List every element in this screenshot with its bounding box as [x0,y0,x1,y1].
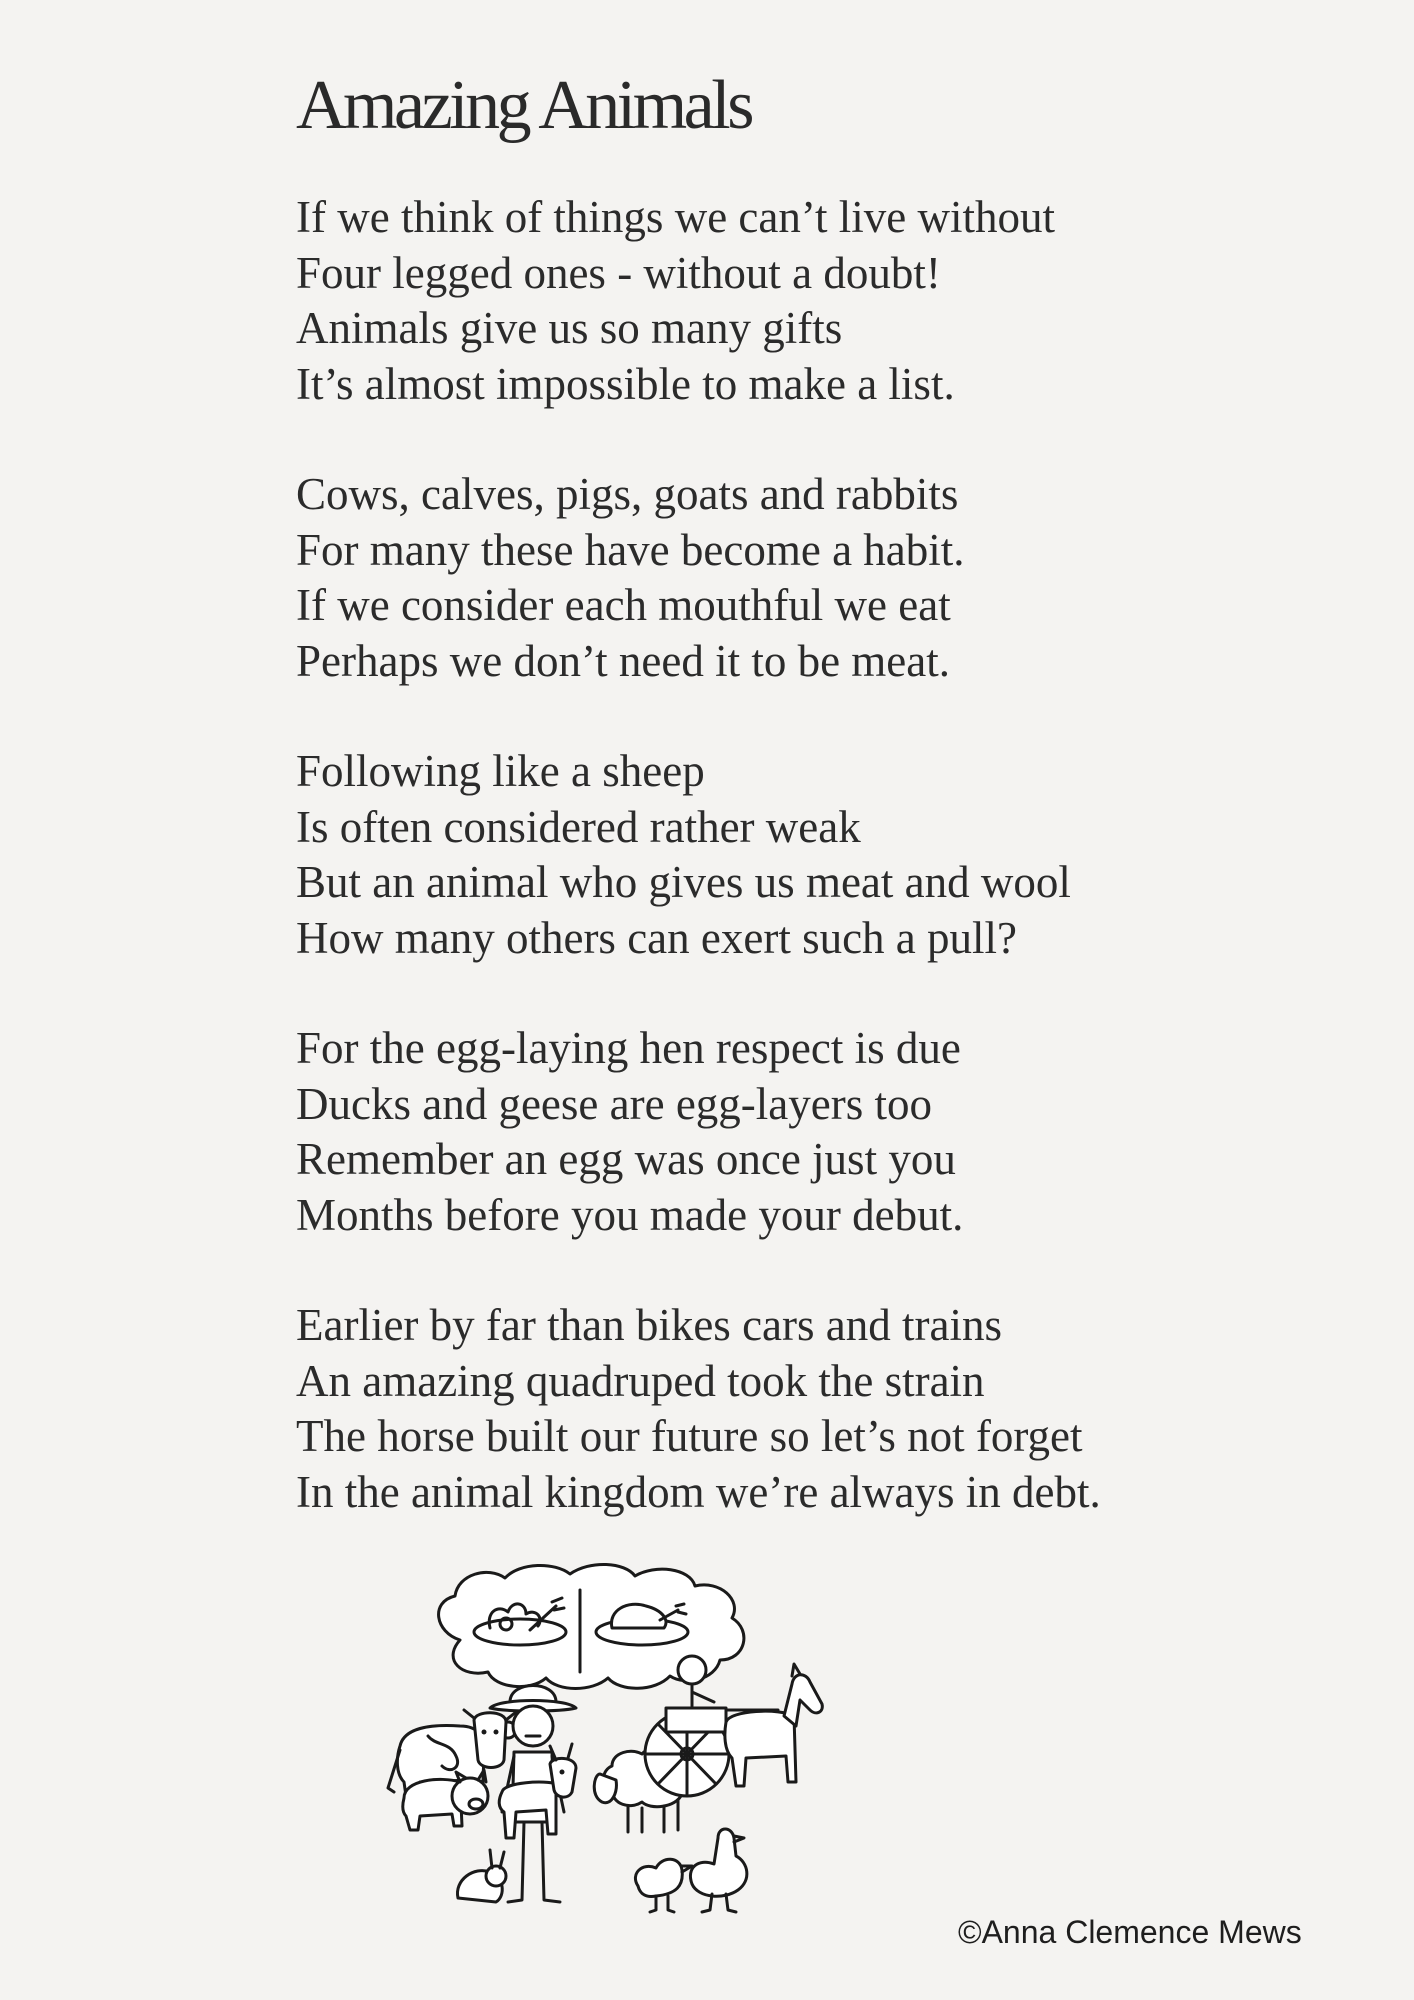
farm-illustration [380,1560,1040,1950]
poem-line: Remember an egg was once just you [296,1134,956,1184]
poem-line: For the egg-laying hen respect is due [296,1023,961,1073]
poem-line: Four legged ones - without a doubt! [296,247,941,298]
stanza [296,1298,1376,1520]
poem-line: An amazing quadruped took the strain [296,1355,985,1406]
poem-line: If we consider each mouthful we eat [296,580,951,630]
poem-line: Earlier by far than bikes cars and trains [296,1300,1002,1350]
poem-body [296,190,1376,1575]
poem-line: The horse built our future so let’s not forget [296,1411,1083,1461]
stanza [296,190,1376,412]
poem-line: In the animal kingdom we’re always in debt. [296,1466,1101,1517]
stanza [296,467,1376,689]
poem-line: Cows, calves, pigs, goats and rabbits [296,469,959,519]
poem-line: How many others can exert such a pull? [296,912,1018,963]
poem-line: Following like a sheep [296,746,705,796]
rabbit-icon [457,1850,506,1902]
poem-title: Amazing Animals [296,67,751,144]
stanza [296,744,1376,966]
poem-line: Is often considered rather weak [296,801,861,852]
poem-line: Animals give us so many gifts [296,303,843,353]
poem-line: Ducks and geese are egg-layers too [296,1078,932,1129]
copyright-credit: ©Anna Clemence Mews [958,1914,1302,1950]
goose-icon [690,1829,746,1912]
poem-line: It’s almost impossible to make a list. [296,358,955,409]
stanza [296,1021,1376,1243]
poem-line: Perhaps we don’t need it to be meat. [296,635,950,686]
duck-icon [635,1859,692,1912]
poem-line: If we think of things we can’t live without [296,192,1056,242]
poem-line: Months before you made your debut. [296,1189,964,1240]
poem-line: For many these have become a habit. [296,524,965,575]
poem-line: But an animal who gives us meat and wool [296,857,1071,907]
